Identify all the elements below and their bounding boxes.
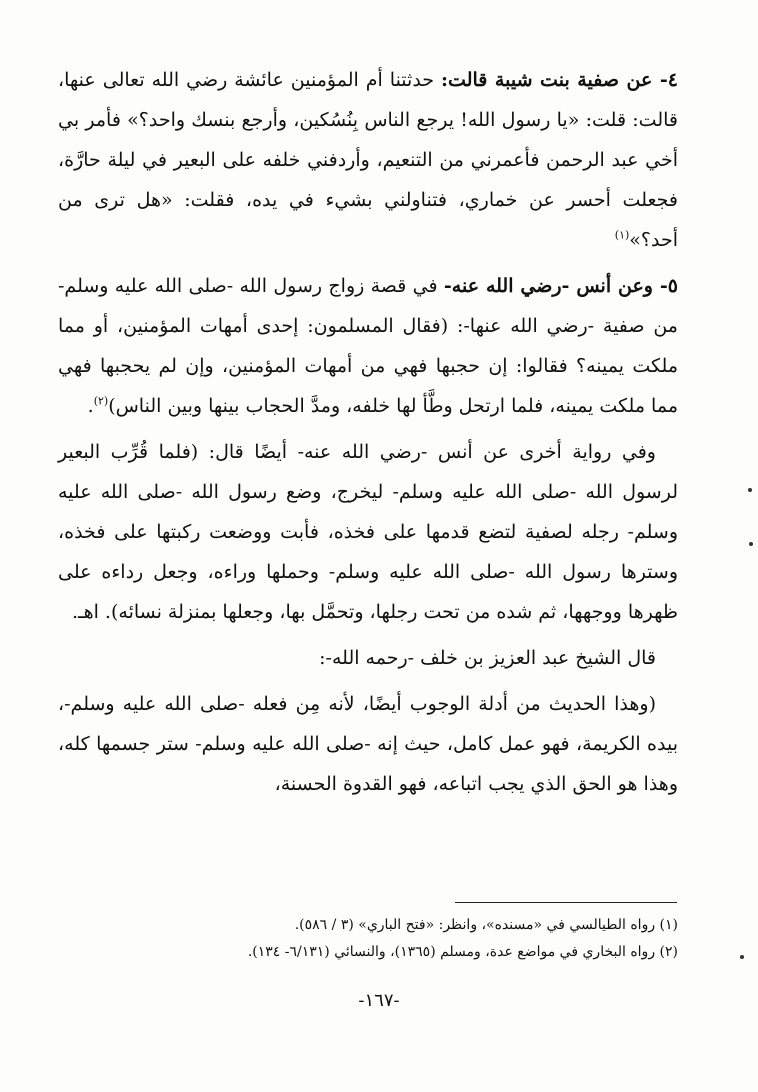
footnote-2: (٢) رواه البخاري في مواضع عدة، ومسلم (١٣٦٥)، والنسائي (٦/١٣١- ١٣٤). xyxy=(247,944,678,960)
footnote-1: (١) رواه الطيالسي في «مسنده»، وانظر: «فتح الباري» (٣ / ٥٨٦). xyxy=(294,917,678,933)
period: . xyxy=(87,395,94,417)
hadith-lead: ٥- وعن أنس -رضي الله عنه- xyxy=(443,275,678,297)
paragraph-aisha-hadith xyxy=(58,60,678,260)
scan-speck xyxy=(748,488,752,492)
hadith-lead: ٤- عن صفية بنت شيبة قالت: xyxy=(441,69,678,91)
paragraph-sheikh-quote xyxy=(58,684,678,804)
paragraph-sheikh-quote-intro xyxy=(58,638,678,678)
footnote-ref: (١) xyxy=(614,228,630,242)
paragraph-text: وفي رواية أخرى عن أنس -رضي الله عنه- أيضًا قال: (فلما قُرِّب البعير لرسول الله -صلى الله عليه وسلم- ليخرج، وضع رسول الله -صلى الله عليه وسلم- رجله لصفية لتضع قدمها على فخذه، فأبت ووضعت ركبتها على فخذه، وسترها رسول الله -صلى الله عليه وسلم- وحملها وراءه، وجعل رداءه على ظهرها ووجهها، ثم شده من تحت رجلها، وتحمَّل بها، وجعلها بمنزلة نسائه). اهـ. xyxy=(58,441,678,623)
page-number: -١٦٧- xyxy=(358,990,400,1011)
hadith-text: في قصة زواج رسول الله -صلى الله عليه وسلم- من صفية -رضي الله عنها-: (فقال المسلمون: إحدى أمهات المؤمنين، أو مما ملكت يمينه؟ فقالوا: إن حجبها فهي من أمهات المؤمنين، وإن لم يحجبها فهي مما ملكت يمينه، فلما ارتحل وطَّأ لها خلفه، ومدَّ الحجاب بينها وبين الناس) xyxy=(58,275,678,417)
footnote-ref: (٢) xyxy=(93,394,109,408)
paragraph-anas-hadith xyxy=(58,266,678,426)
paragraph-text: (وهذا الحديث من أدلة الوجوب أيضًا، لأنه مِن فعله -صلى الله عليه وسلم-، بيده الكريمة، فهو عمل كامل، حيث إنه -صلى الله عليه وسلم- ستر جسمها كله، وهذا هو الحق الذي يجب اتباعه، فهو القدوة الحسنة، xyxy=(58,693,678,795)
scan-speck xyxy=(749,542,753,546)
paragraph-text: قال الشيخ عبد العزيز بن خلف -رحمه الله-: xyxy=(319,647,656,669)
footnotes xyxy=(100,912,678,966)
scan-speck xyxy=(740,955,744,959)
hadith-text: حدثتنا أم المؤمنين عائشة رضي الله تعالى عنها، قالت: قلت: «يا رسول الله! يرجع الناس بِنُسُكين، وأرجع بنسك واحد؟» فأمر بي أخي عبد الرحمن فأعمرني من التنعيم، وأردفني خلفه على البعير في ليلة حارَّة، فجعلت أحسر عن خماري، فتناولني بشيء في يده، فقلت: «هل ترى من أحد؟» xyxy=(58,69,678,251)
footnote-divider xyxy=(455,902,677,903)
paragraph-anas-other-narration xyxy=(58,432,678,632)
page-body xyxy=(58,60,678,810)
